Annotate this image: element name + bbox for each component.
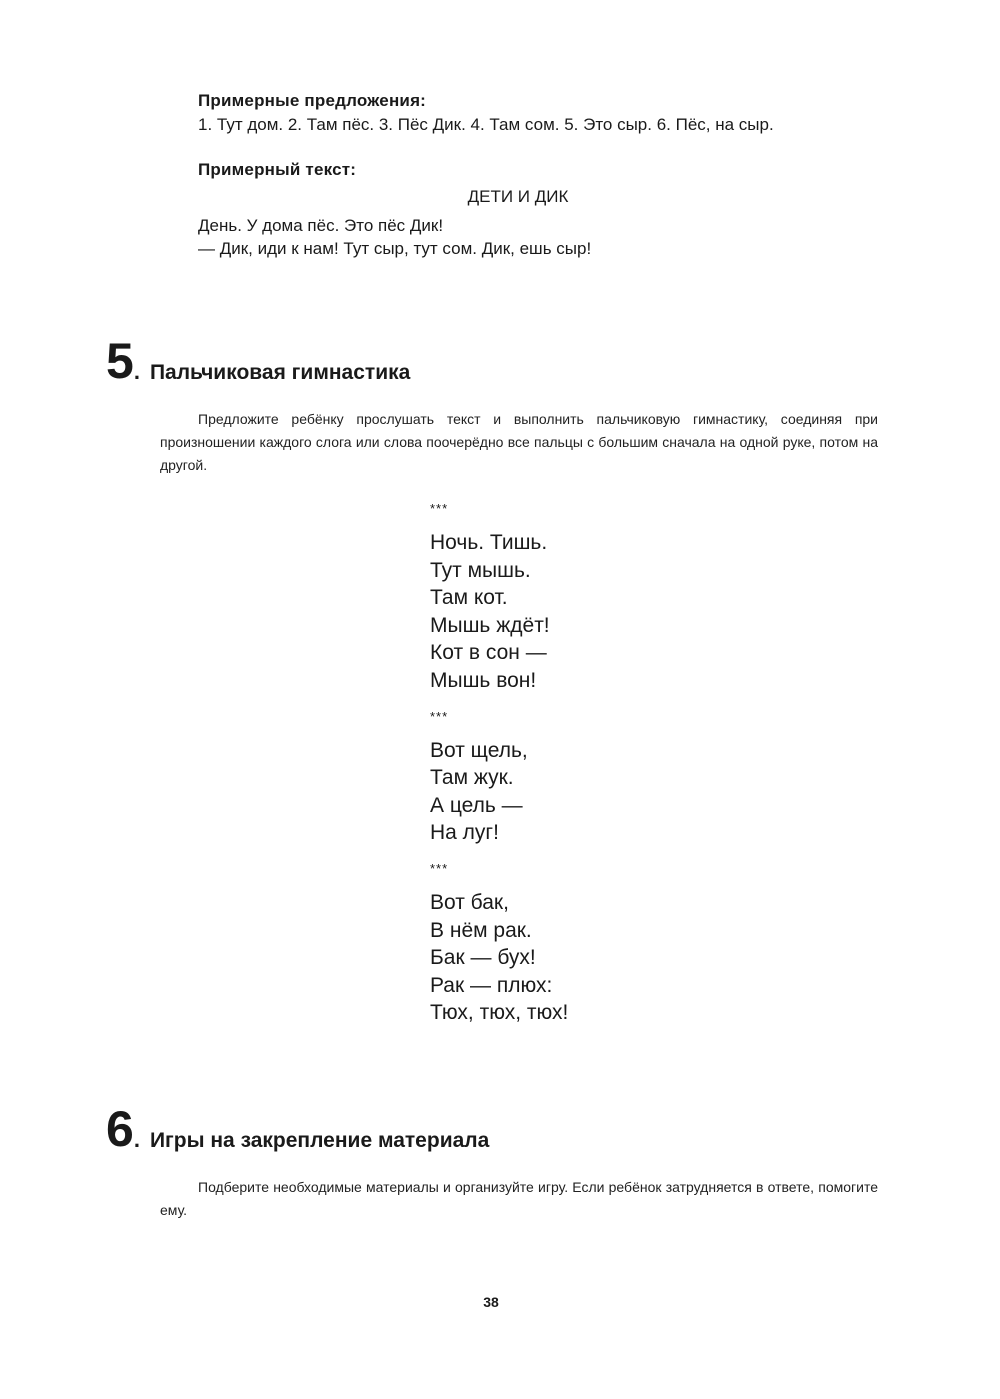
section-6-instruction [160,1176,878,1222]
section-5-number: 5 [106,333,134,389]
section-6-title: Игры на закрепление материала [149,1129,490,1152]
poem-line: Там жук. [430,766,514,790]
section-5-dot: . [133,359,140,384]
poem-line: Тюх, тюх, тюх! [430,1001,569,1025]
poem-line: А цель — [430,793,523,817]
poem-line: Вот бак, [430,890,509,914]
stanza-3 [430,889,568,1027]
poem-line: Вот щель, [430,738,528,762]
poem-line: Тут мышь. [430,558,531,582]
section-5-header [106,333,411,389]
stanza-2 [430,737,568,847]
section-5-instruction-text: Предложите ребёнку прослушать текст и выполнить пальчиковую гимнастику, соединяя при произношении каждого слога или слова поочерёдно все пальцы с большим сначала на одной руке, потом на другой. [160,411,878,473]
poem-line: На луг! [430,821,499,845]
stanza-separator: *** [430,860,449,876]
poem-line: Ночь. Тишь. [430,531,548,554]
section-6-number: 6 [106,1101,134,1157]
poem-line: В нём рак. [430,918,532,942]
poem-line: Мышь ждёт! [430,613,550,637]
section-6-dot: . [133,1127,140,1152]
sample-text-line: — Дик, иди к нам! Тут сыр, тут сом. Дик, ешь сыр! [198,239,592,258]
section-5-instruction [160,408,878,477]
page-number: 38 [483,1294,499,1310]
poem [430,499,568,1027]
sample-text-heading: Примерный текст: [198,160,357,179]
stanza-separator: *** [430,708,449,724]
section-5-title: Пальчиковая гимнастика [149,361,411,384]
poem-line: Мышь вон! [430,668,537,692]
poem-line: Рак — плюх: [430,973,553,997]
sample-sentences-text: 1. Тут дом. 2. Там пёс. 3. Пёс Дик. 4. Там сом. 5. Это сыр. 6. Пёс, на сыр. [198,115,774,134]
poem-line: Там кот. [430,586,508,610]
stanza-separator: *** [430,501,449,516]
stanza-1 [430,529,568,695]
sample-sentences-heading: Примерные предложения: [198,91,427,110]
section-6-header [106,1101,490,1157]
sample-text-title: ДЕТИ И ДИК [467,187,569,206]
poem-line: Кот в сон — [430,641,547,665]
sample-text-line: День. У дома пёс. Это пёс Дик! [198,216,444,235]
section-6-instruction-text: Подберите необходимые материалы и организуйте игру. Если ребёнок затрудняется в ответе, помогите ему. [160,1179,878,1218]
poem-line: Бак — бух! [430,946,536,970]
